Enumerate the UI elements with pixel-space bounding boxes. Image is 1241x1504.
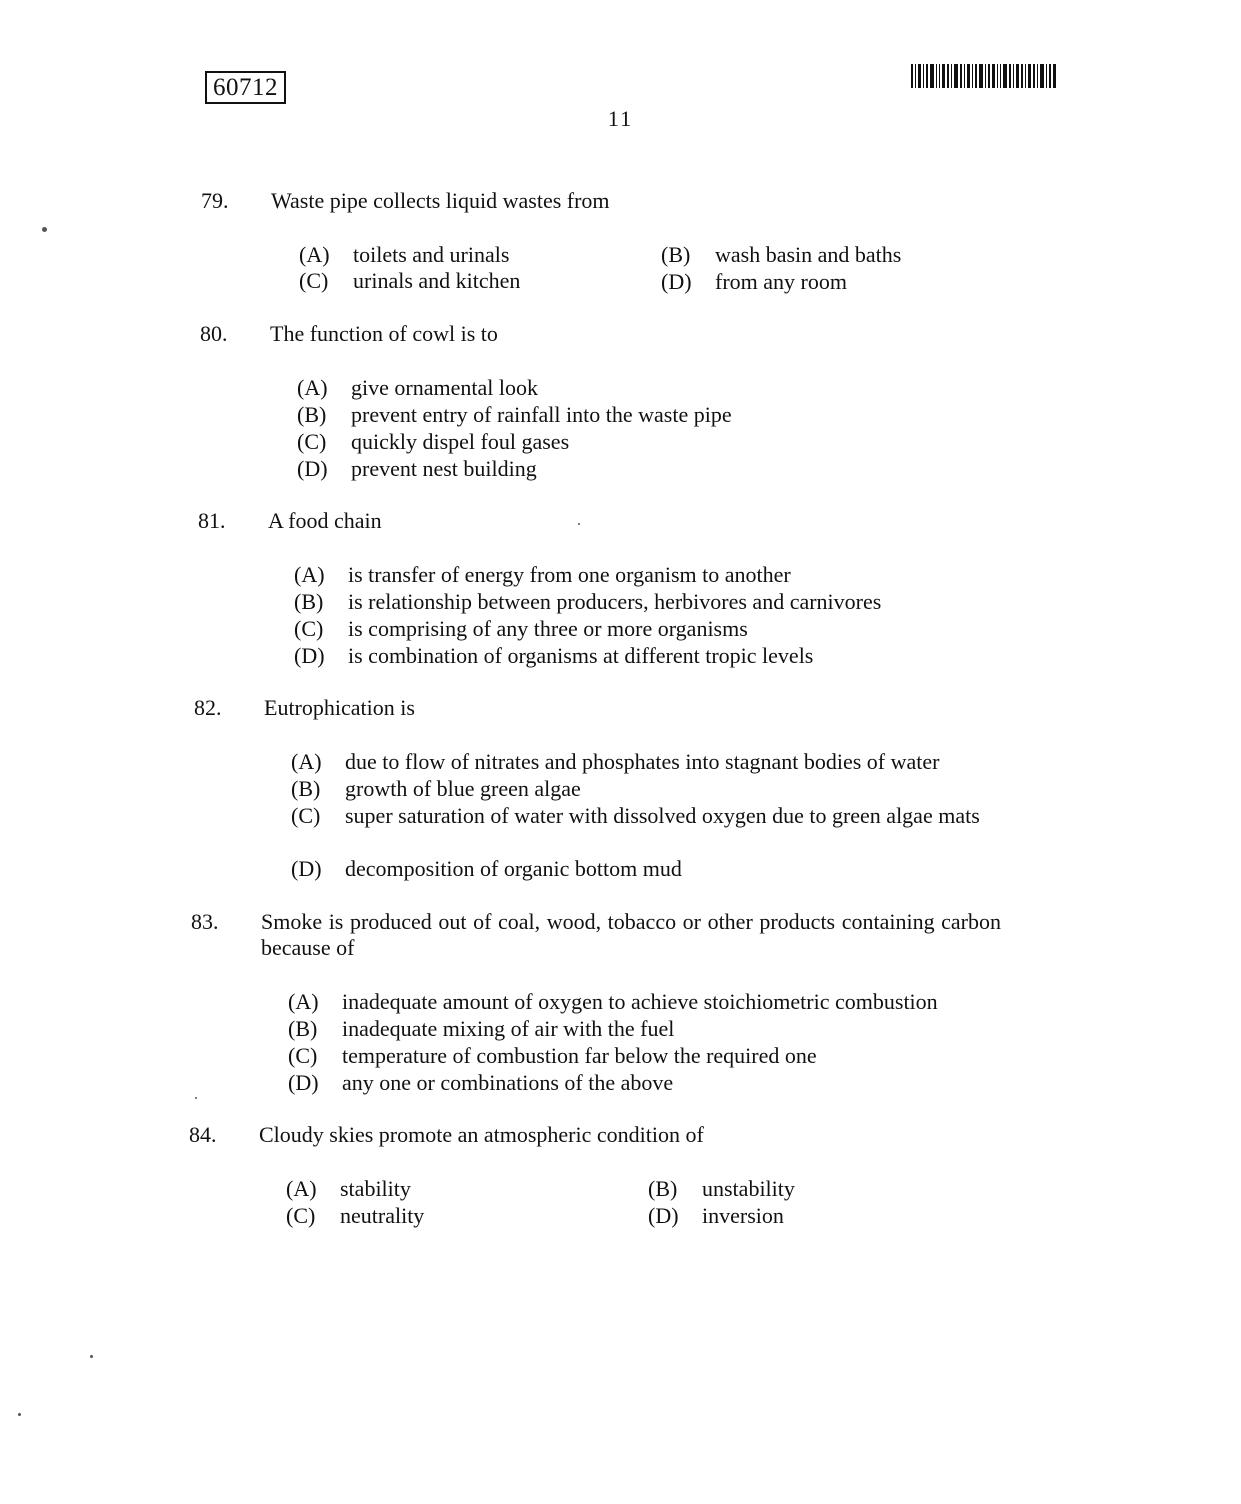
question-text: A food chain — [268, 508, 382, 533]
option-d: (D) decomposition of organic bottom mud — [291, 856, 682, 881]
option-c: (C) neutrality — [286, 1203, 425, 1228]
scan-speck — [578, 523, 580, 525]
option-c: (C) quickly dispel foul gases — [297, 429, 570, 454]
question-text: Eutrophication is — [264, 695, 415, 720]
barcode-icon — [911, 64, 1063, 88]
question-number: 81. — [198, 508, 226, 533]
option-b: (B) unstability — [648, 1176, 795, 1201]
page-number: 11 — [607, 106, 634, 131]
option-b: (B) is relationship between producers, herbivores and carnivores — [294, 589, 882, 614]
option-b: (B) inadequate mixing of air with the fuel — [288, 1016, 675, 1041]
option-a: (A) is transfer of energy from one organism to another — [294, 562, 791, 587]
question-text: Cloudy skies promote an atmospheric condition of — [259, 1122, 704, 1147]
option-a: (A) due to flow of nitrates and phosphates into stagnant bodies of water — [291, 749, 940, 774]
option-d: (D) prevent nest building — [297, 456, 537, 481]
option-a: (A) give ornamental look — [297, 375, 538, 400]
scan-speck — [42, 227, 47, 232]
scan-speck — [18, 1413, 21, 1416]
question-number: 83. — [191, 909, 219, 934]
option-b: (B) growth of blue green algae — [291, 776, 581, 801]
option-c: (C) urinals and kitchen — [299, 268, 521, 293]
option-b: (B) wash basin and baths — [661, 242, 902, 267]
question-number: 84. — [189, 1122, 217, 1147]
question-number: 82. — [194, 695, 222, 720]
question-text: The function of cowl is to — [270, 321, 498, 346]
scan-speck — [195, 1097, 197, 1099]
option-c: (C) super saturation of water with dissolved oxygen due to green algae mats — [291, 803, 980, 828]
paper-code-box: 60712 — [205, 71, 286, 104]
option-a: (A) stability — [286, 1176, 411, 1201]
option-c: (C) is comprising of any three or more organisms — [294, 616, 748, 641]
option-a: (A) toilets and urinals — [299, 242, 510, 267]
question-number: 79. — [201, 188, 229, 213]
option-b: (B) prevent entry of rainfall into the waste pipe — [297, 402, 732, 427]
option-d: (D) from any room — [661, 269, 847, 294]
question-number: 80. — [200, 321, 228, 346]
question-text: Waste pipe collects liquid wastes from — [271, 188, 610, 213]
option-d: (D) is combination of organisms at different tropic levels — [294, 643, 814, 668]
option-a: (A) inadequate amount of oxygen to achieve stoichiometric combustion — [288, 989, 938, 1014]
option-d: (D) any one or combinations of the above — [288, 1070, 674, 1095]
option-c: (C) temperature of combustion far below the required one — [288, 1043, 817, 1068]
option-d: (D) inversion — [648, 1203, 784, 1228]
scan-speck — [90, 1355, 93, 1358]
question-text: Smoke is produced out of coal, wood, tobacco or other products containing carbon because of — [261, 909, 1001, 960]
